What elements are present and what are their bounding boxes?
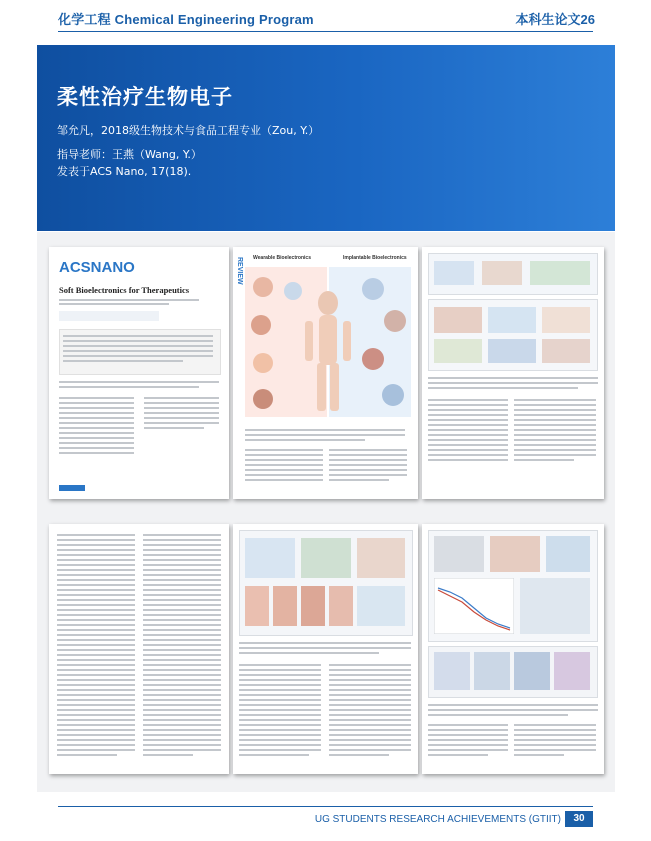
paper-page-results-1	[422, 247, 604, 499]
paper-page-results-2	[233, 524, 418, 774]
figure-label-wearable: Wearable Bioelectronics	[253, 255, 311, 261]
section-label: 本科生论文26	[515, 12, 595, 27]
paper-page-figure	[233, 247, 418, 499]
journal-logo: ACSNANO	[59, 259, 135, 276]
title-banner	[37, 45, 615, 231]
page-number: 30	[565, 811, 593, 827]
publication-line: 发表于ACS Nano, 17(18).	[57, 165, 192, 178]
header-divider	[58, 31, 593, 32]
paper-page-results-3	[422, 524, 604, 774]
advisor-line: 指导老师：王燕（Wang, Y.）	[57, 148, 202, 161]
author-line: 邹允凡，2018级生物技术与食品工程专业（Zou, Y.）	[57, 124, 320, 137]
line-plot-thumbnail	[434, 578, 514, 634]
paper-page-title	[49, 247, 229, 499]
article-title: 柔性治疗生物电子	[57, 85, 233, 109]
body-figure	[233, 263, 418, 423]
paper-title: Soft Bioelectronics for Therapeutics	[59, 285, 190, 295]
figure-label-implantable: Implantable Bioelectronics	[343, 255, 407, 261]
footer-divider	[58, 806, 593, 807]
review-tag: REVIEW	[236, 257, 243, 285]
program-label: 化学工程 Chemical Engineering Program	[58, 12, 314, 27]
footer-label: UG STUDENTS RESEARCH ACHIEVEMENTS (GTIIT)	[314, 814, 561, 825]
paper-preview-area	[37, 232, 615, 792]
paper-page-text	[49, 524, 229, 774]
page-header	[0, 0, 651, 36]
